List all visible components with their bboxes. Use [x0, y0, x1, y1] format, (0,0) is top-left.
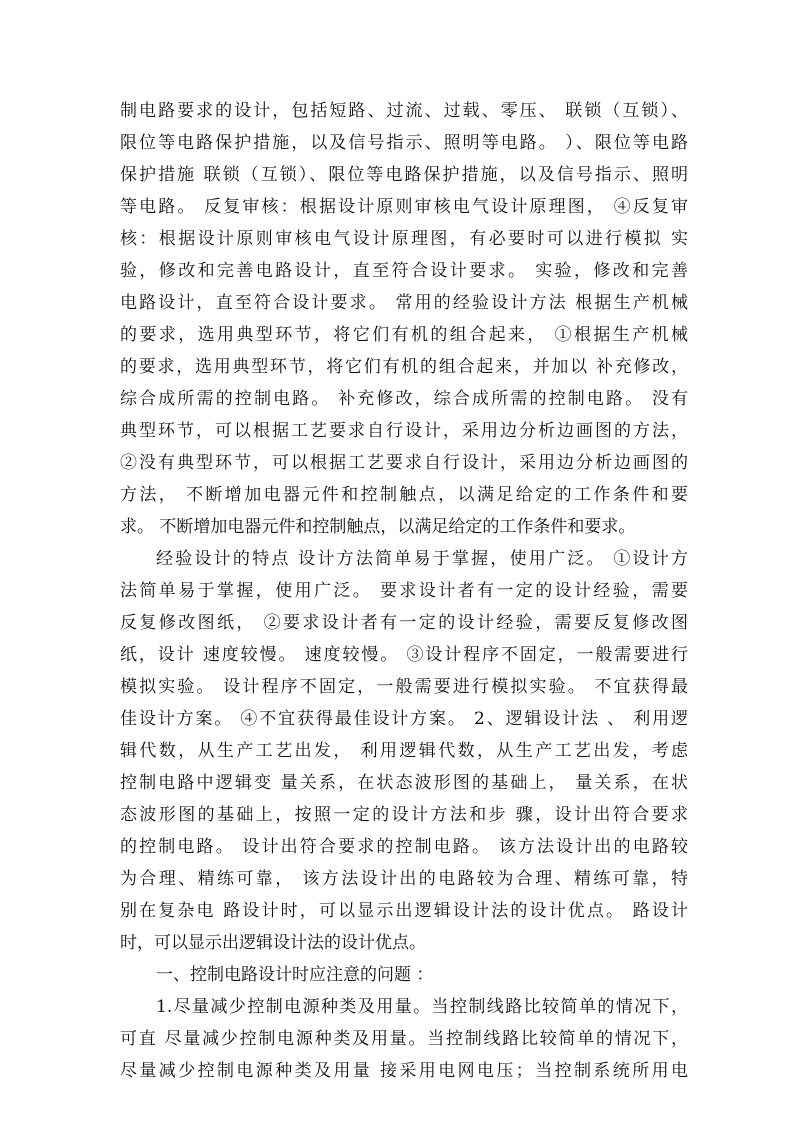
text-line: 综合成所需的控制电路。 补充修改，综合成所需的控制电路。 没有	[120, 389, 688, 409]
text-line: 佳设计方案。 ④不宜获得最佳设计方案。 2、逻辑设计法 、 利用逻	[120, 709, 688, 729]
text-line: 纸，设计 速度较慢。 速度较慢。 ③设计程序不固定，一般需要进行	[120, 645, 688, 665]
text-line: 尽量减少控制电源种类及用量 接采用电网电压；当控制系统所用电	[120, 1061, 688, 1081]
paragraph	[120, 543, 688, 959]
text-line: 等电路。 反复审核：根据设计原则审核电气设计原理图， ④反复审	[120, 197, 688, 217]
text-line: 辑代数，从生产工艺出发， 利用逻辑代数，从生产工艺出发，考虑	[120, 741, 688, 761]
text-line: 电路设计，直至符合设计要求。 常用的经验设计方法 根据生产机械	[120, 293, 688, 313]
text-line: 的要求，选用典型环节，将它们有机的组合起来， ①根据生产机械	[120, 325, 688, 345]
document-body	[120, 95, 688, 1087]
text-line: 核：根据设计原则审核电气设计原理图，有必要时可以进行模拟 实	[120, 229, 688, 249]
text-line: 法简单易于掌握，使用广泛。 要求设计者有一定的设计经验，需要	[120, 581, 688, 601]
text-line: 别在复杂电 路设计时，可以显示出逻辑设计法的设计优点。 路设计	[120, 901, 688, 921]
text-line: 求。 不断增加电器元件和控制触点，以满足给定的工作条件和要求。	[120, 517, 636, 537]
paragraph	[120, 95, 688, 543]
text-line: 1.尽量减少控制电源种类及用量。当控制线路比较简单的情况下，	[156, 997, 688, 1017]
text-line: 制电路要求的设计，包括短路、过流、过载、零压、 联锁（互锁）、	[120, 101, 688, 121]
text-line: 模拟实验。 设计程序不固定，一般需要进行模拟实验。 不宜获得最	[120, 677, 688, 697]
text-line: 保护措施 联锁（互锁）、限位等电路保护措施，以及信号指示、照明	[120, 165, 688, 185]
text-line: 典型环节，可以根据工艺要求自行设计，采用边分析边画图的方法，	[120, 421, 688, 441]
text-line: 反复修改图纸， ②要求设计者有一定的设计经验，需要反复修改图	[120, 613, 688, 633]
paragraph	[120, 991, 688, 1087]
text-line: 控制电路中逻辑变 量关系，在状态波形图的基础上， 量关系，在状	[120, 773, 688, 793]
heading-text: 一、控制电路设计时应注意的问题 ：	[156, 965, 434, 985]
section-heading	[120, 959, 688, 991]
text-line: 的要求，选用典型环节，将它们有机的组合起来，并加以 补充修改，	[120, 357, 688, 377]
text-line: 态波形图的基础上，按照一定的设计方法和步 骤，设计出符合要求	[120, 805, 688, 825]
text-line: ②没有典型环节，可以根据工艺要求自行设计，采用边分析边画图的	[120, 453, 688, 473]
text-line: 可直 尽量减少控制电源种类及用量。当控制线路比较简单的情况下，	[120, 1029, 688, 1049]
text-line: 限位等电路保护措施，以及信号指示、照明等电路。 ）、限位等电路	[120, 133, 688, 153]
text-line: 验，修改和完善电路设计，直至符合设计要求。 实验，修改和完善	[120, 261, 688, 281]
text-line: 经验设计的特点 设计方法简单易于掌握，使用广泛。 ①设计方	[156, 549, 688, 569]
text-line: 方法， 不断增加电器元件和控制触点，以满足给定的工作条件和要	[120, 485, 688, 505]
text-line: 时，可以显示出逻辑设计法的设计优点。	[120, 933, 426, 953]
text-line: 的控制电路。 设计出符合要求的控制电路。 该方法设计出的电路较	[120, 837, 688, 857]
text-line: 为合理、精练可靠， 该方法设计出的电路较为合理、精练可靠，特	[120, 869, 688, 889]
